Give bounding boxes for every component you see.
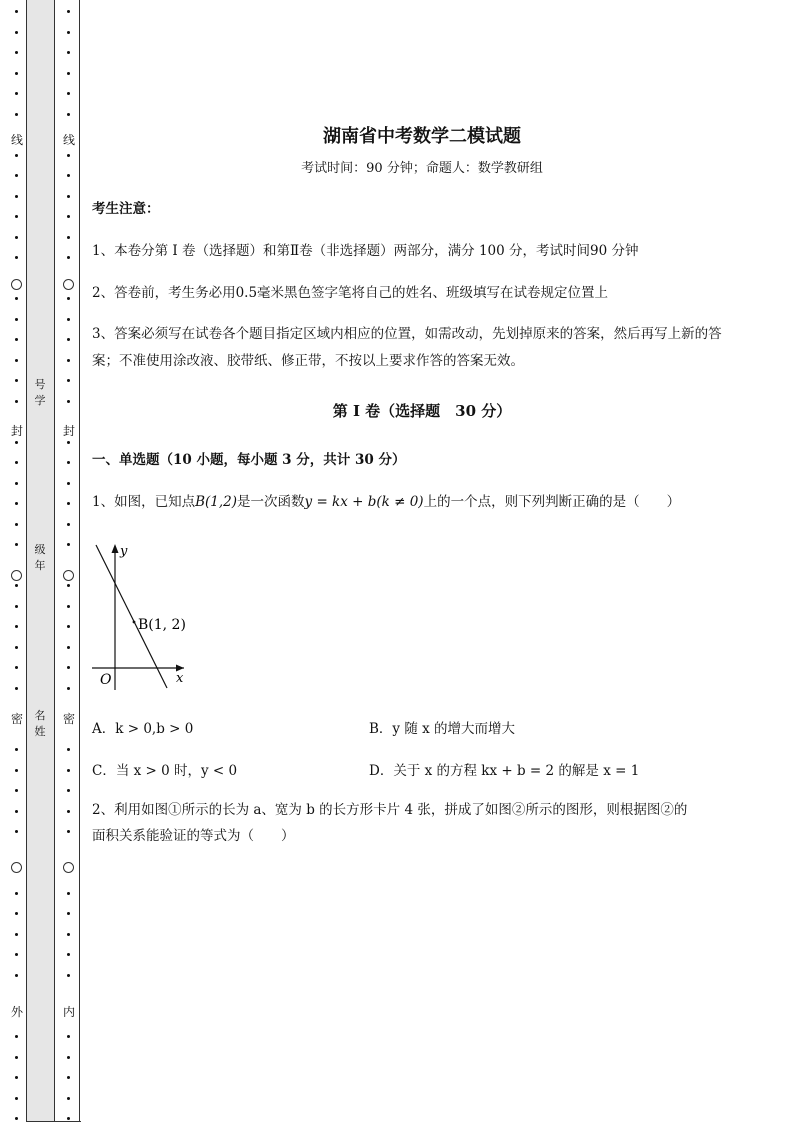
cut-line-dot [67,810,70,813]
cut-line-dot [15,379,18,382]
cut-line-dot [15,441,18,444]
page-title: 湖南省中考数学二模试题 [323,126,521,147]
cut-line-dot [67,72,70,75]
cut-line-dot [67,215,70,218]
cut-line-dot [67,461,70,464]
cut-line-dot [67,1117,70,1120]
cut-line-dot [67,502,70,505]
cut-line-dot [15,502,18,505]
cut-line-dot [67,912,70,915]
cut-line-dot [15,1035,18,1038]
cut-line-dot [67,892,70,895]
cut-line-dot [15,461,18,464]
cut-line-char: 线 [10,133,23,147]
cut-line-char: 封 [62,424,75,438]
cut-line-dot [15,933,18,936]
cut-line-dot [15,810,18,813]
binding-margin [0,0,82,1123]
cut-line-char: 封 [10,424,23,438]
cut-line-dot [67,92,70,95]
cut-line-circle-icon [63,570,74,581]
cut-line-char: 线 [62,133,75,147]
cut-line-dot [15,1076,18,1079]
cut-line-dot [15,1097,18,1100]
notice-item-2: 2、答卷前，考生务必用0.5毫米黑色签字笔将自己的姓名、班级填写在试卷规定位置上 [92,285,609,301]
cut-line-dot [67,1035,70,1038]
cut-line-dot [67,174,70,177]
cut-line-dot [15,72,18,75]
cut-line-dot [67,236,70,239]
cut-line-dot [15,892,18,895]
cut-line-dot [15,174,18,177]
cut-line-char: 密 [10,712,23,726]
notice-heading: 考生注意： [92,201,160,217]
cut-line-dot [67,543,70,546]
cut-line-dot [15,297,18,300]
cut-line-char: 内 [62,1005,75,1019]
q1-point: B(1,2) [195,494,238,510]
grade-label: 级年 [34,543,46,572]
notice-item-3: 3、答案必须写在试卷各个题目指定区域内相应的位置，如需改动，先划掉原来的答案，然后再写上新的答案；不准使用涂改液、胶带纸、修正带，不按以上要求作答的答案无效。 [92,326,722,369]
cut-line-dot [15,605,18,608]
inner-dotted-cut-line [62,0,76,1123]
cut-line-dot [67,625,70,628]
cut-line-dot [15,830,18,833]
cut-line-dot [15,1117,18,1120]
cut-line-dot [67,974,70,977]
binding-border-line [79,0,80,1122]
cut-line-dot [15,953,18,956]
q1-option-a[interactable]: A．k > 0,b > 0 [92,721,194,737]
q1-option-c[interactable]: C．当 x > 0 时，y < 0 [92,763,238,779]
question-2-line-2: 面积关系能验证的等式为（ ） [92,828,295,844]
outer-dotted-cut-line [10,0,24,1123]
x-axis-label: x [176,671,184,686]
cut-line-dot [67,154,70,157]
cut-line-char: 外 [10,1005,23,1019]
cut-line-dot [67,769,70,772]
question-1 [92,489,747,515]
notice-item-1: 1、本卷分第 I 卷（选择题）和第Ⅱ卷（非选择题）两部分，满分 100 分，考试时间90 分钟 [92,243,639,259]
origin-label: O [100,672,112,688]
cut-line-circle-icon [11,570,22,581]
q1-option-d[interactable]: D．关于 x 的方程 kx + b = 2 的解是 x = 1 [369,763,640,779]
cut-line-dot [67,359,70,362]
cut-line-dot [15,543,18,546]
cut-line-circle-icon [63,279,74,290]
cut-line-circle-icon [11,862,22,873]
cut-line-dot [15,318,18,321]
student-number-label: 号学 [34,378,46,407]
cut-line-dot [15,51,18,54]
q1-pre: 1、如图，已知点 [92,494,196,510]
cut-line-dot [15,92,18,95]
cut-line-dot [67,1076,70,1079]
q1-mid: 是一次函数 [237,494,305,510]
cut-line-dot [67,318,70,321]
cut-line-dot [15,523,18,526]
cut-line-dot [67,748,70,751]
q1-function-graph [92,540,202,690]
cut-line-dot [67,830,70,833]
cut-line-dot [67,666,70,669]
cut-line-dot [15,154,18,157]
cut-line-dot [67,51,70,54]
cut-line-dot [15,31,18,34]
cut-line-dot [67,195,70,198]
cut-line-dot [67,789,70,792]
point-b-label: B(1, 2) [138,617,186,633]
cut-line-dot [15,400,18,403]
point-b-marker [133,621,136,624]
cut-line-dot [15,195,18,198]
cut-line-dot [67,1056,70,1059]
cut-line-dot [15,482,18,485]
cut-line-dot [15,769,18,772]
cut-line-circle-icon [11,279,22,290]
cut-line-dot [67,687,70,690]
cut-line-dot [67,933,70,936]
q1-option-b[interactable]: B．y 随 x 的增大而增大 [369,721,516,737]
cut-line-dot [67,400,70,403]
cut-line-dot [15,113,18,116]
cut-line-dot [67,31,70,34]
q1-post: 上的一个点，则下列判断正确的是（ ） [423,494,681,510]
cut-line-dot [67,584,70,587]
cut-line-dot [67,10,70,13]
q1-function: y = kx + b(k ≠ 0) [304,494,424,510]
cut-line-char: 密 [62,712,75,726]
cut-line-dot [15,584,18,587]
cut-line-dot [15,10,18,13]
exam-info: 考试时间：90 分钟；命题人：数学教研组 [301,161,543,176]
cut-line-dot [15,912,18,915]
cut-line-dot [67,379,70,382]
cut-line-dot [67,441,70,444]
y-axis-label: y [120,544,128,559]
cut-line-dot [15,359,18,362]
section-title: 第 I 卷（选择题 30 分） [332,402,512,420]
cut-line-dot [15,236,18,239]
cut-line-dot [67,523,70,526]
cut-line-dot [15,687,18,690]
cut-line-dot [15,666,18,669]
cut-line-dot [15,748,18,751]
question-2-line-1: 2、利用如图①所示的长为 a、宽为 b 的长方形卡片 4 张，拼成了如图②所示的图形，则根据图②的 [92,802,688,818]
cut-line-dot [15,256,18,259]
cut-line-dot [15,974,18,977]
cut-line-circle-icon [63,862,74,873]
cut-line-dot [67,297,70,300]
y-axis-arrow-icon [112,544,119,553]
cut-line-dot [15,215,18,218]
cut-line-dot [15,789,18,792]
cut-line-dot [67,646,70,649]
part-heading: 一、单选题（10 小题，每小题 3 分，共计 30 分） [92,452,406,468]
cut-line-dot [67,1097,70,1100]
cut-line-dot [15,338,18,341]
cut-line-dot [67,482,70,485]
cut-line-dot [67,953,70,956]
cut-line-dot [15,625,18,628]
cut-line-dot [67,113,70,116]
name-label: 名姓 [34,709,46,738]
cut-line-dot [67,256,70,259]
cut-line-dot [67,338,70,341]
cut-line-dot [15,646,18,649]
cut-line-dot [15,1056,18,1059]
cut-line-dot [67,605,70,608]
